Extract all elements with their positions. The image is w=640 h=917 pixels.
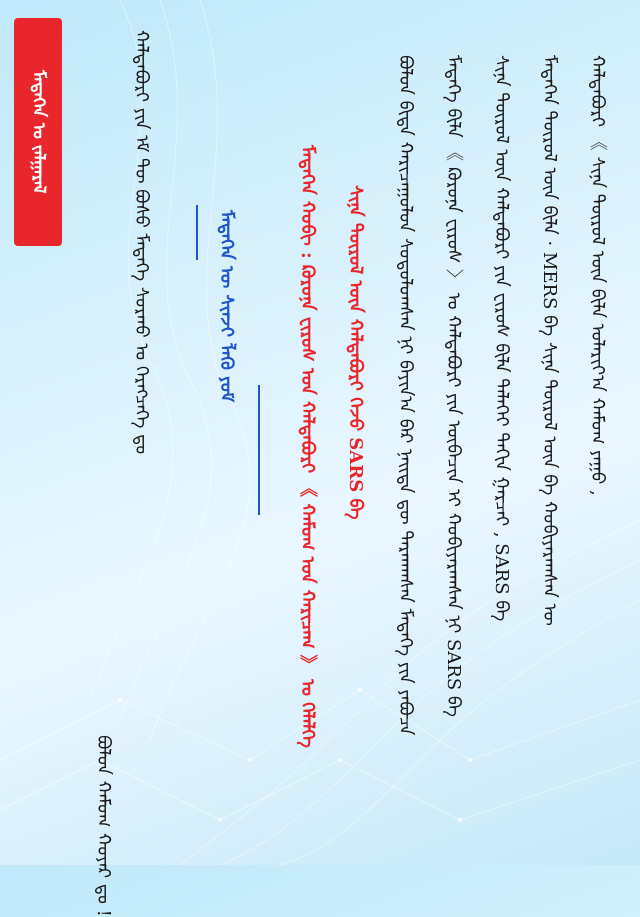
highlight-line: ᠮᠡᠳᠡᠭᠡᠨ ᠬᠤᠪᠢ : ᠺᠣᠷᠣᠨᠠ ᠸᠢᠷᠦᠰ ᠤᠨ ᠬᠠᠯᠳᠠᠪᠤᠷᠢ 《 ᠬᠠᠮᠤᠭ ᠤᠨ ᠬᠠᠷᠢᠴᠠᠭ 》 ᠤ ᠬᠡᠯᠡᠯᠭᠡ [297, 145, 318, 748]
section-title: ᠮᠡᠳᠡᠭᠡᠨ ᠦ ᠰᠢᠨᠵᠢ ᠯᠡᠬᠦ ᠶᠤᠮ [216, 210, 237, 403]
category-badge [14, 18, 62, 246]
category-badge-label: ᠮᠡᠳᠡᠭᠡᠨ ᠤ ᠵᠠᠯᠭᠠᠷᠠᠯ [28, 70, 49, 194]
body-line: ᠪᠤᠯᠤᠨ ᠪᠢᠳᠡ ᠬᠠᠷᠢᠴᠠᠭᠤᠯᠤᠨ ᠰᠤᠳᠤᠯᠤᠭᠰᠠᠨ ᠨᠢ ᠪᠠᠶᠢᠨ᠎ᠠ ᠪᠡᠷ ᠨᠡᠢᠲᠡ ᠳᠦ ᠲᠠᠷᠬᠠᠭᠰᠠᠨ ᠮᠡᠳᠡᠭᠡ ᠶᠢᠨ ᠶᠠᠪᠤᠴᠠ [395, 55, 416, 736]
note-line: ᠪᠤᠯᠤᠨ ᠬᠠᠮᠤᠭ ᠬᠣᠶᠠᠷ ᠳᠤ ! [93, 735, 114, 917]
title-rule-bottom [258, 385, 260, 515]
body-line: ᠬᠠᠯᠳᠠᠪᠤᠷᠢ 《 ᠰᠢᠨᠡ ᠲᠦᠷᠦᠯ ᠦᠨ ᠪᠢᠯᠡ ᠤᠯᠠᠷᠢᠶ᠎ᠠ ᠬᠠᠮᠤᠭ ᠶᠠᠭᠤ , [587, 55, 608, 496]
title-rule-top [196, 205, 198, 260]
body-line: ᠮᠡᠳᠡᠭᠡ ᠪᠢᠯᠡ 《 ᠺᠣᠷᠣᠨᠠ ᠸᠢᠷᠦᠰ 〉 ᠤ ᠬᠠᠯᠳᠠᠪᠤᠷᠢ ᠶᠢᠨ ᠦᠪᠡᠴᠢᠨ ᠢ ᠬᠤᠪᠢᠶᠠᠷᠠᠭᠰᠠᠨ ᠨᠢ SARS ᠪᠠ [443, 55, 464, 717]
note-line: ᠬᠠᠯᠳᠠᠪᠤᠷᠢ ᠶᠢᠨ ᠡᠮ ᠲᠦ ᠪᠤᠰᠤ ᠮᠡᠳᠡᠭᠡ ᠰᠤᠷᠬᠤ ᠤ ᠬᠡᠷᠡᠭᠴᠡᠭᠡ ᠳᠤ [131, 30, 152, 455]
highlight-line: ᠰᠢᠨᠡ ᠲᠦᠷᠦᠯ ᠦᠨ ᠬᠠᠯᠳᠠᠪᠤᠷᠢ ᠭᠡᠵᠦ SARS ᠪᠠ [345, 185, 366, 520]
body-line: ᠰᠢᠨᠡ ᠲᠦᠷᠦᠯ ᠦᠨ ᠬᠠᠯᠳᠠᠪᠤᠷᠢ ᠶᠢᠨ ᠸᠢᠷᠦᠰ ᠪᠢᠯᠡ ᠳᠡᠯᠡᠬᠡᠢ ᠳᠠᠬᠢᠨ ᠭᠠᠷᠴᠠᠢ , SARS ᠪᠠ [491, 55, 512, 622]
body-line: ᠮᠡᠳᠡᠭᠡᠨ ᠲᠦᠷᠦᠯ ᠦᠨ ᠪᠢᠯᠡ · MERS ᠪᠠ ᠰᠢᠨᠡ ᠲᠦᠷᠦᠯ ᠦᠨ ᠪᠠ ᠬᠤᠪᠢᠶᠠᠷᠠᠭᠰᠠᠨ ᠦ [539, 55, 560, 626]
